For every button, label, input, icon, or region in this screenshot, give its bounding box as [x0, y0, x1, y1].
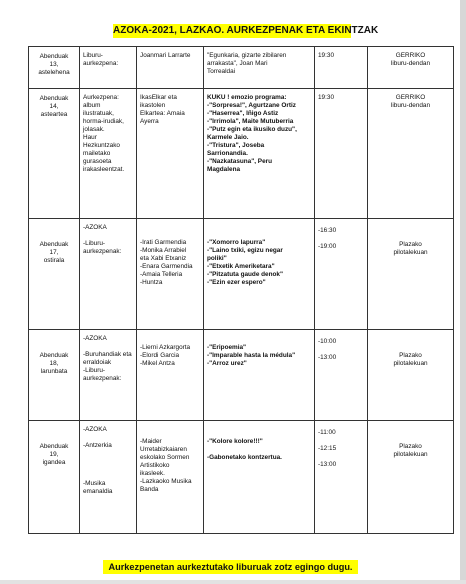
- people-cell: [137, 47, 204, 89]
- text-line: -Elordi Garcia: [140, 352, 180, 359]
- text-line: -AZOKA: [83, 426, 107, 433]
- text-line: Urretabizkaiaren: [140, 446, 187, 453]
- text-line: -"Haserrea", Iñigo Astiz: [207, 110, 279, 117]
- spacer: [83, 450, 133, 480]
- text-line: aurkezpena:: [83, 60, 119, 67]
- text-line: IkasElkar eta: [140, 94, 177, 101]
- day-cell: [29, 330, 80, 421]
- text-line: GERRIKO: [395, 94, 426, 101]
- text-line: -Buruhandiak eta: [83, 351, 132, 358]
- text-line: asteartea: [40, 111, 68, 118]
- place-cell: [368, 330, 454, 421]
- text-line: erraldoiak: [83, 359, 112, 366]
- place-cell: [368, 219, 454, 330]
- program-cell: [204, 47, 315, 89]
- text-line: -19:00: [318, 243, 337, 250]
- text-line: Abenduak: [39, 53, 69, 60]
- text-line: ostirala: [43, 257, 65, 264]
- text-line: 19:30: [318, 52, 334, 59]
- text-line: horma-irudiak,: [83, 118, 124, 125]
- text-line: -Lierni Azkargorta: [140, 344, 191, 351]
- text-line: -"Etxetik Ameriketara": [207, 263, 275, 270]
- text-line: Plazako: [399, 241, 422, 248]
- text-line: larunbata: [40, 368, 68, 375]
- text-line: emanaldia: [83, 488, 113, 495]
- time-cell: [315, 89, 368, 219]
- text-line: Abenduak: [39, 95, 69, 102]
- text-line: "Egunkaria, gizarte zibilaren: [207, 52, 287, 59]
- program-cell: [204, 219, 315, 330]
- text-line: Plazako: [399, 352, 422, 359]
- text-line: ikasleek.: [140, 470, 165, 477]
- text-line: Torrealdai: [207, 68, 236, 75]
- people-cell: [137, 421, 204, 534]
- people-cell: [137, 219, 204, 330]
- text-line: -"Laino txiki, egizu negar: [207, 247, 283, 254]
- text-line: igandea: [42, 459, 66, 466]
- text-line: Abenduak: [39, 241, 69, 248]
- text-line: 19:30: [318, 94, 334, 101]
- text-line: astelehena: [38, 69, 70, 76]
- footer-note: Aurkezpenetan aurkeztutako liburuak zotz egingo dugu.: [103, 560, 358, 574]
- text-line: -Maider: [140, 438, 162, 445]
- activity-cell: [80, 47, 137, 89]
- table-row: [29, 421, 454, 534]
- text-line: Joanmari Larrarte: [140, 52, 191, 59]
- page-edge-shadow-bottom: [0, 580, 466, 584]
- text-line: Elkartea: Amaia: [140, 110, 185, 117]
- text-line: liburu-dendan: [390, 60, 431, 67]
- text-line: Plazako: [399, 443, 422, 450]
- schedule-table: [28, 46, 454, 534]
- text-line: -12:15: [318, 445, 337, 452]
- table-row: [29, 47, 454, 89]
- table-row: [29, 219, 454, 330]
- line-gap: [83, 232, 133, 240]
- text-line: -AZOKA: [83, 335, 107, 342]
- text-line: -"Imparable hasta la médula": [207, 352, 296, 359]
- text-line: Magdalena: [207, 166, 241, 173]
- day-cell: [29, 47, 80, 89]
- text-line: 18,: [49, 360, 59, 367]
- text-line: -Huntza: [140, 279, 163, 286]
- activity-cell: [80, 421, 137, 534]
- text-line: poliki": [207, 255, 227, 262]
- text-line: -Lazkaoko Musika: [140, 478, 192, 485]
- activity-cell: [80, 219, 137, 330]
- text-line: 14,: [49, 103, 59, 110]
- line-gap: [83, 343, 133, 351]
- text-line: -"Irrimola", Maite Mutuberria: [207, 118, 294, 125]
- text-line: -"Sorpresa!", Agurtzane Ortiz: [207, 102, 296, 109]
- text-line: liburu-dendan: [390, 102, 431, 109]
- people-cell: [137, 89, 204, 219]
- text-line: Banda: [140, 486, 159, 493]
- day-cell: [29, 219, 80, 330]
- line-gap: [318, 235, 364, 243]
- text-line: -Liburu-: [83, 367, 106, 374]
- text-line: -Liburu-: [83, 240, 106, 247]
- activity-cell: [80, 330, 137, 421]
- text-line: jolasak.: [83, 126, 105, 133]
- line-gap: [318, 346, 364, 354]
- text-line: pilotalekuan: [393, 249, 428, 256]
- program-cell: [204, 89, 315, 219]
- text-line: eskolako Sormen: [140, 454, 190, 461]
- text-line: eta Xabi Etxaniz: [140, 255, 187, 262]
- text-line: -Enara Garmendia: [140, 263, 193, 270]
- time-cell: [315, 330, 368, 421]
- place-cell: [368, 421, 454, 534]
- text-line: Abenduak: [39, 443, 69, 450]
- text-line: -13:00: [318, 461, 337, 468]
- text-line: -"Nazkatasuna", Peru: [207, 158, 273, 165]
- text-line: aurkezpenak:: [83, 375, 122, 382]
- text-line: Artistikoko: [140, 462, 170, 469]
- activity-cell: [80, 89, 137, 219]
- text-line: KUKU ! emozio programa:: [207, 94, 287, 101]
- text-line: Abenduak: [39, 352, 69, 359]
- text-line: -"Pitzatuta gaude denok": [207, 271, 284, 278]
- place-cell: [368, 47, 454, 89]
- text-line: -Mikel Antza: [140, 360, 175, 367]
- table-row: [29, 330, 454, 421]
- text-line: Aurkezpena:: [83, 94, 119, 101]
- text-line: Haur: [83, 134, 97, 141]
- text-line: -"Arroz urez": [207, 360, 247, 367]
- text-line: arrakasta", Joan Mari: [207, 60, 268, 67]
- document-title: AZOKA-2021, LAZKAO. AURKEZPENAK ETA EKINTZAK: [113, 25, 379, 36]
- time-cell: [315, 219, 368, 330]
- text-line: ilustratuak,: [83, 110, 114, 117]
- text-line: -"Tristura", Joseba: [207, 142, 265, 149]
- text-line: -Amaia Telleria: [140, 271, 183, 278]
- text-line: -AZOKA: [83, 224, 107, 231]
- line-gap: [207, 446, 311, 454]
- text-line: -Irati Garmendia: [140, 239, 187, 246]
- text-line: -"Eripoemia": [207, 344, 247, 351]
- line-gap: [318, 437, 364, 445]
- people-cell: [137, 330, 204, 421]
- text-line: -16:30: [318, 227, 337, 234]
- day-cell: [29, 89, 80, 219]
- program-cell: [204, 330, 315, 421]
- text-line: -Musika: [83, 480, 106, 487]
- text-line: mailetako gurasoeta: [83, 150, 112, 165]
- time-cell: [315, 421, 368, 534]
- line-gap: [318, 453, 364, 461]
- text-line: irakasleentzat.: [83, 166, 125, 173]
- place-cell: [368, 89, 454, 219]
- text-line: -13:00: [318, 354, 337, 361]
- text-line: -Antzerkia: [83, 442, 112, 449]
- text-line: Karmele Jaio.: [207, 134, 249, 141]
- text-line: -"Xomorro lapurra": [207, 239, 266, 246]
- text-line: GERRIKO: [395, 52, 426, 59]
- text-line: aurkezpenak:: [83, 248, 122, 255]
- day-cell: [29, 421, 80, 534]
- text-line: Ayerra: [140, 118, 159, 125]
- text-line: 13,: [49, 61, 59, 68]
- text-line: -10:00: [318, 338, 337, 345]
- page-edge-shadow: [460, 0, 466, 584]
- text-line: Liburu-: [83, 52, 103, 59]
- line-gap: [83, 434, 133, 442]
- text-line: pilotalekuan: [393, 360, 428, 367]
- text-line: -"Kolore kolore!!!": [207, 438, 263, 445]
- time-cell: [315, 47, 368, 89]
- table-row: [29, 89, 454, 219]
- text-line: -"Putz egin eta ikusiko duzu",: [207, 126, 297, 133]
- program-cell: [204, 421, 315, 534]
- text-line: -"Ezin ezer espero": [207, 279, 266, 286]
- text-line: ikastolen: [140, 102, 166, 109]
- text-line: -Gabonetako kontzertua.: [207, 454, 282, 461]
- text-line: 17,: [49, 249, 59, 256]
- text-line: 19,: [49, 451, 59, 458]
- text-line: album: [83, 102, 101, 109]
- text-line: -Monika Arrabiel: [140, 247, 187, 254]
- text-line: Hezkuntzako: [83, 142, 120, 149]
- text-line: Sarrionandia.: [207, 150, 248, 157]
- text-line: -11:00: [318, 429, 336, 436]
- text-line: pilotalekuan: [393, 451, 428, 458]
